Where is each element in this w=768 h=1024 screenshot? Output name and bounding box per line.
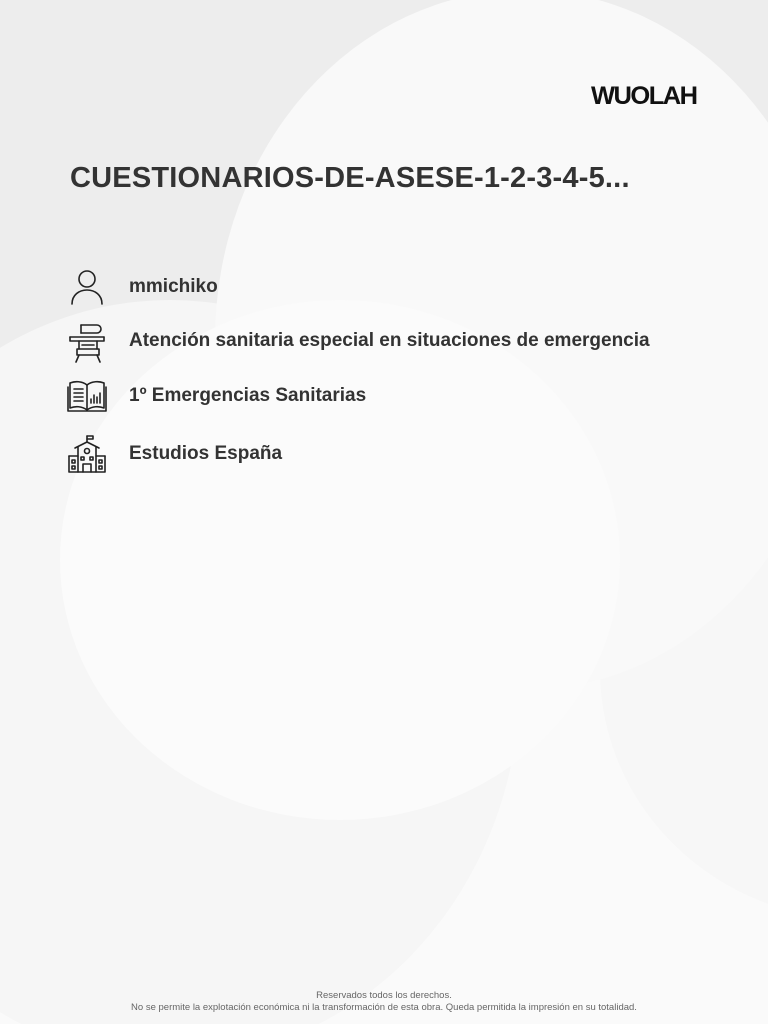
author-row <box>66 266 218 308</box>
usage-terms-line: No se permite la explotación económica ni la transformación de esta obra. Queda permitida la impresión en su totalidad. <box>131 1002 637 1013</box>
school-building-icon <box>66 433 108 475</box>
author-name[interactable]: mmichiko <box>129 276 218 297</box>
copyright-line: Reservados todos los derechos. <box>316 990 452 1001</box>
course-name[interactable]: 1º Emergencias Sanitarias <box>129 385 367 406</box>
user-icon <box>66 266 108 308</box>
brand-logo[interactable]: WUOLAH <box>591 82 697 110</box>
institution-row <box>66 433 282 475</box>
subject-row <box>66 320 650 362</box>
subject-name[interactable]: Atención sanitaria especial en situaciones de emergencia <box>129 330 650 351</box>
open-book-icon <box>66 375 108 417</box>
course-row <box>66 375 366 417</box>
document-title: CUESTIONARIOS-DE-ASESE-1-2-3-4-5... <box>70 162 630 194</box>
copyright-notice <box>0 990 768 1014</box>
institution-name[interactable]: Estudios España <box>129 443 283 464</box>
school-desk-icon <box>66 320 108 362</box>
